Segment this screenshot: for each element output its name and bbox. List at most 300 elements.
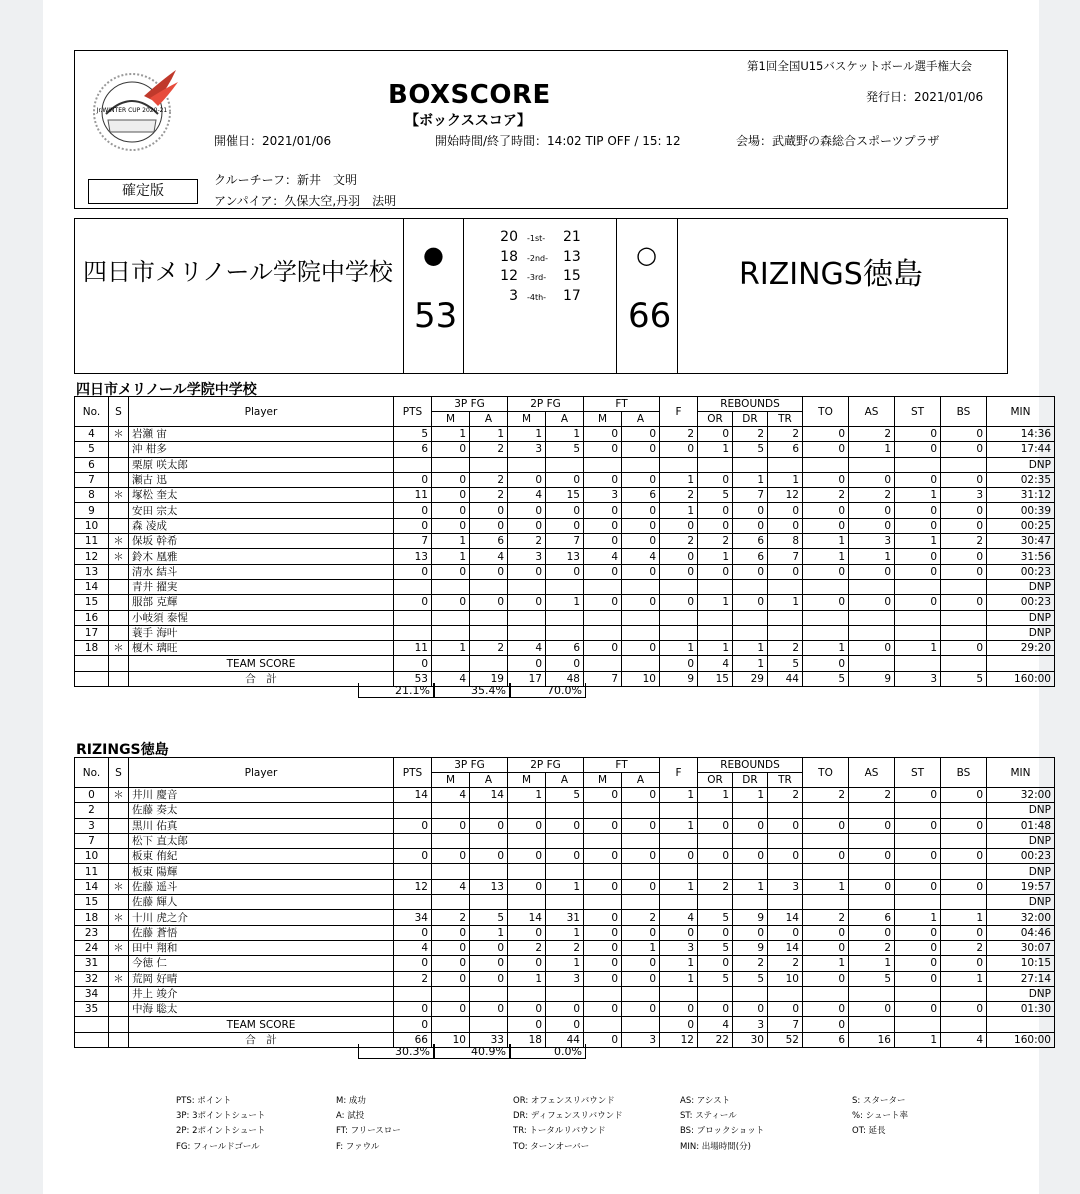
cell-starter — [109, 925, 129, 940]
cell-no — [75, 1032, 109, 1047]
cell-or: 5 — [698, 488, 733, 503]
tournament-name: 第1回全国U15バスケットボール選手権大会 — [747, 59, 973, 73]
cell-pts: 53 — [394, 671, 432, 686]
cell-ftm: 0 — [584, 442, 622, 457]
cell-st: 1 — [895, 488, 941, 503]
cell-fg3m: 0 — [432, 971, 470, 986]
cell-fta — [622, 803, 660, 818]
cell-starter — [109, 986, 129, 1001]
cell-starter — [109, 818, 129, 833]
cell-st — [895, 833, 941, 848]
cell-st: 0 — [895, 472, 941, 487]
cell-fg2a: 0 — [546, 503, 584, 518]
cell-starter — [109, 564, 129, 579]
col-dr: DR — [733, 773, 768, 788]
cell-as — [849, 457, 895, 472]
cell-fg3m — [432, 579, 470, 594]
cell-player: 板東 陽輝 — [129, 864, 394, 879]
cell-fouls — [660, 833, 698, 848]
cell-dr — [733, 579, 768, 594]
cell-or — [698, 803, 733, 818]
cell-fg2a: 15 — [546, 488, 584, 503]
cell-as: 0 — [849, 818, 895, 833]
cell-fg3a: 5 — [470, 910, 508, 925]
cell-fg3a — [470, 833, 508, 848]
cell-or: 0 — [698, 518, 733, 533]
player-row — [75, 956, 1055, 971]
cell-no: 24 — [75, 940, 109, 955]
cell-ftm: 0 — [584, 1032, 622, 1047]
col-bs: BS — [941, 758, 987, 788]
cell-bs: 0 — [941, 925, 987, 940]
cell-dr: 30 — [733, 1032, 768, 1047]
cell-st: 0 — [895, 971, 941, 986]
cell-to: 2 — [803, 488, 849, 503]
player-row — [75, 579, 1055, 594]
cell-bs: 5 — [941, 671, 987, 686]
cell-min: 02:35 — [987, 472, 1055, 487]
legend-item: 3P: 3ポイントシュート — [176, 1111, 266, 1122]
cell-no: 11 — [75, 534, 109, 549]
cell-dr: 0 — [733, 503, 768, 518]
cell-fouls: 0 — [660, 442, 698, 457]
cell-fg2a: 3 — [546, 971, 584, 986]
cell-player: 清水 結斗 — [129, 564, 394, 579]
cell-st: 0 — [895, 1002, 941, 1017]
cell-st: 0 — [895, 956, 941, 971]
cell-to: 2 — [803, 788, 849, 803]
cell-fouls: 1 — [660, 879, 698, 894]
cell-to: 0 — [803, 849, 849, 864]
q3-label: -3rd- — [527, 273, 547, 282]
cell-bs: 2 — [941, 534, 987, 549]
legend-item: 2P: 2ポイントシュート — [176, 1126, 266, 1137]
cell-or: 0 — [698, 849, 733, 864]
player-row — [75, 488, 1055, 503]
cell-fg3m — [432, 986, 470, 1001]
col-pts: PTS — [394, 758, 432, 788]
cell-tr — [768, 610, 803, 625]
cell-pts: 0 — [394, 503, 432, 518]
cell-tr: 0 — [768, 503, 803, 518]
player-row — [75, 610, 1055, 625]
col-2pfg: 2P FG — [508, 397, 584, 412]
tournament-logo — [84, 62, 184, 158]
cell-min: 32:00 — [987, 788, 1055, 803]
cell-ftm — [584, 457, 622, 472]
cell-st: 0 — [895, 549, 941, 564]
cell-as: 2 — [849, 788, 895, 803]
cell-min: 27:14 — [987, 971, 1055, 986]
cell-as — [849, 803, 895, 818]
cell-bs — [941, 625, 987, 640]
col-2p-a: A — [546, 412, 584, 427]
cell-pts: 0 — [394, 1017, 432, 1032]
cell-as — [849, 625, 895, 640]
legend-column — [176, 1094, 265, 1155]
cell-bs: 2 — [941, 940, 987, 955]
cell-st: 0 — [895, 849, 941, 864]
cell-st — [895, 610, 941, 625]
cell-fg3m — [432, 625, 470, 640]
cell-dr: 0 — [733, 595, 768, 610]
cell-bs — [941, 864, 987, 879]
cell-fg3m: 1 — [432, 549, 470, 564]
cell-fta: 0 — [622, 641, 660, 656]
cell-fg3m: 1 — [432, 427, 470, 442]
cell-fg2m: 0 — [508, 472, 546, 487]
cell-tr: 3 — [768, 879, 803, 894]
cell-bs — [941, 803, 987, 818]
cell-tr: 6 — [768, 442, 803, 457]
cell-st: 0 — [895, 940, 941, 955]
cell-fouls: 1 — [660, 971, 698, 986]
cell-pts: 12 — [394, 879, 432, 894]
cell-ftm: 0 — [584, 910, 622, 925]
cell-fg2a: 31 — [546, 910, 584, 925]
cell-fg3m: 4 — [432, 671, 470, 686]
cell-st: 1 — [895, 534, 941, 549]
cell-fta: 0 — [622, 849, 660, 864]
team1-section-title: 四日市メリノール学院中学校 — [76, 382, 257, 398]
cell-fta: 2 — [622, 910, 660, 925]
cell-tr: 7 — [768, 1017, 803, 1032]
cell-to: 6 — [803, 1032, 849, 1047]
cell-ftm — [584, 833, 622, 848]
legend-item: TO: ターンオーバー — [513, 1141, 590, 1152]
cell-fg2m: 4 — [508, 488, 546, 503]
cell-to: 1 — [803, 956, 849, 971]
player-row — [75, 833, 1055, 848]
cell-fta: 0 — [622, 427, 660, 442]
cell-no: 32 — [75, 971, 109, 986]
q4-label: -4th- — [527, 293, 547, 302]
player-row — [75, 895, 1055, 910]
cell-dr: 1 — [733, 879, 768, 894]
cell-bs: 0 — [941, 518, 987, 533]
cell-dr: 0 — [733, 518, 768, 533]
cell-tr: 10 — [768, 971, 803, 986]
col-ft-a: A — [622, 773, 660, 788]
cell-player: TEAM SCORE — [129, 1017, 394, 1032]
cell-dr: 1 — [733, 656, 768, 671]
cell-pts: 6 — [394, 442, 432, 457]
cell-fg2m: 2 — [508, 534, 546, 549]
cell-or: 4 — [698, 1017, 733, 1032]
col-st: ST — [895, 397, 941, 427]
col-tr: TR — [768, 412, 803, 427]
cell-tr: 52 — [768, 1032, 803, 1047]
cell-pts: 14 — [394, 788, 432, 803]
cell-tr: 0 — [768, 818, 803, 833]
cell-no: 17 — [75, 625, 109, 640]
cell-bs — [941, 833, 987, 848]
cell-as — [849, 833, 895, 848]
player-row — [75, 564, 1055, 579]
cell-min: 17:44 — [987, 442, 1055, 457]
cell-dr — [733, 986, 768, 1001]
q4-home: 3 — [509, 288, 518, 304]
cell-fg3a — [470, 864, 508, 879]
cell-fg3m: 0 — [432, 564, 470, 579]
cell-as — [849, 579, 895, 594]
cell-fouls: 1 — [660, 503, 698, 518]
cell-dr: 1 — [733, 472, 768, 487]
cell-bs: 0 — [941, 788, 987, 803]
cell-dr — [733, 895, 768, 910]
cell-no: 8 — [75, 488, 109, 503]
col-2p-m: M — [508, 412, 546, 427]
legend-item: BS: ブロックショット — [680, 1126, 765, 1137]
away-marker: ○ — [636, 241, 657, 269]
legend-item: M: 成功 — [336, 1096, 366, 1106]
cell-starter — [109, 625, 129, 640]
player-row — [75, 925, 1055, 940]
cell-fta — [622, 986, 660, 1001]
cell-fg2a: 1 — [546, 427, 584, 442]
cell-fg3a: 14 — [470, 788, 508, 803]
cell-pts: 0 — [394, 849, 432, 864]
cell-to: 2 — [803, 910, 849, 925]
cell-fta — [622, 579, 660, 594]
cell-to — [803, 457, 849, 472]
cell-fouls: 1 — [660, 956, 698, 971]
cell-st: 0 — [895, 518, 941, 533]
cell-to: 0 — [803, 518, 849, 533]
cell-fg3m: 4 — [432, 788, 470, 803]
cell-bs: 1 — [941, 910, 987, 925]
cell-fg3m — [432, 610, 470, 625]
cell-as — [849, 864, 895, 879]
cell-no: 13 — [75, 564, 109, 579]
cell-tr — [768, 803, 803, 818]
game-date: 開催日：2021/01/06 — [214, 134, 332, 148]
legend-item: A: 試投 — [336, 1111, 365, 1122]
cell-bs — [941, 656, 987, 671]
cell-bs: 0 — [941, 818, 987, 833]
legend-column — [336, 1094, 401, 1155]
col-min: MIN — [987, 397, 1055, 427]
cell-no: 6 — [75, 457, 109, 472]
cell-starter: ＊ — [109, 488, 129, 503]
cell-or: 0 — [698, 472, 733, 487]
cell-fg2a — [546, 895, 584, 910]
cell-pts — [394, 610, 432, 625]
cell-fg2a — [546, 803, 584, 818]
col-ft: FT — [584, 758, 660, 773]
legend-item: FG: フィールドゴール — [176, 1141, 260, 1152]
cell-fta: 0 — [622, 534, 660, 549]
cell-to: 0 — [803, 564, 849, 579]
cell-bs — [941, 610, 987, 625]
cell-min: 00:39 — [987, 503, 1055, 518]
cell-fg2a: 7 — [546, 534, 584, 549]
cell-pts: 2 — [394, 971, 432, 986]
cell-ftm: 0 — [584, 925, 622, 940]
cell-or — [698, 986, 733, 1001]
col-2pfg: 2P FG — [508, 758, 584, 773]
cell-ftm — [584, 610, 622, 625]
cell-ftm: 0 — [584, 564, 622, 579]
cell-no: 12 — [75, 549, 109, 564]
cell-fg2a: 0 — [546, 564, 584, 579]
cell-fouls: 12 — [660, 1032, 698, 1047]
player-row — [75, 427, 1055, 442]
cell-fouls: 1 — [660, 472, 698, 487]
cell-starter — [109, 656, 129, 671]
cell-dr: 9 — [733, 910, 768, 925]
cell-st — [895, 579, 941, 594]
cell-pts — [394, 625, 432, 640]
pct-2p: 40.9% — [434, 1044, 510, 1059]
legend-item: TR: トータルリバウンド — [513, 1126, 606, 1137]
cell-to: 1 — [803, 549, 849, 564]
cell-player: 今徳 仁 — [129, 956, 394, 971]
cell-player: 瀬古 迅 — [129, 472, 394, 487]
cell-pts: 4 — [394, 940, 432, 955]
col-ft-m: M — [584, 412, 622, 427]
col-3p-m: M — [432, 773, 470, 788]
cell-min — [987, 656, 1055, 671]
cell-fouls — [660, 579, 698, 594]
player-row — [75, 595, 1055, 610]
col-ft-m: M — [584, 773, 622, 788]
cell-fg3a — [470, 656, 508, 671]
cell-min: 30:47 — [987, 534, 1055, 549]
cell-ftm: 0 — [584, 849, 622, 864]
cell-no: 10 — [75, 849, 109, 864]
cell-fg3m: 0 — [432, 818, 470, 833]
cell-pts — [394, 986, 432, 1001]
cell-to: 1 — [803, 641, 849, 656]
cell-ftm — [584, 895, 622, 910]
cell-as: 1 — [849, 442, 895, 457]
cell-no: 18 — [75, 910, 109, 925]
cell-bs: 0 — [941, 564, 987, 579]
cell-player: 塚松 奎太 — [129, 488, 394, 503]
cell-fta: 0 — [622, 564, 660, 579]
cell-ftm — [584, 656, 622, 671]
cell-tr — [768, 864, 803, 879]
cell-fouls: 0 — [660, 595, 698, 610]
cell-to — [803, 833, 849, 848]
cell-no: 14 — [75, 879, 109, 894]
cell-player: 荒岡 好晴 — [129, 971, 394, 986]
cell-min: DNP — [987, 579, 1055, 594]
cell-fg3a: 2 — [470, 472, 508, 487]
q2-away: 13 — [563, 249, 581, 265]
cell-min: 14:36 — [987, 427, 1055, 442]
cell-player: 中海 聡太 — [129, 1002, 394, 1017]
cell-bs: 0 — [941, 641, 987, 656]
player-row — [75, 910, 1055, 925]
cell-to — [803, 895, 849, 910]
cell-min: 04:46 — [987, 925, 1055, 940]
cell-pts: 0 — [394, 925, 432, 940]
cell-starter — [109, 595, 129, 610]
player-row — [75, 1002, 1055, 1017]
venue: 会場：武蔵野の森総合スポーツプラザ — [736, 134, 940, 148]
cell-fg3a: 0 — [470, 956, 508, 971]
home-marker: ● — [423, 241, 444, 269]
pct-ft: 70.0% — [510, 683, 586, 698]
cell-st: 0 — [895, 442, 941, 457]
cell-st — [895, 656, 941, 671]
cell-as: 2 — [849, 940, 895, 955]
cell-dr — [733, 864, 768, 879]
cell-or — [698, 579, 733, 594]
col-as: AS — [849, 758, 895, 788]
cell-fg2m: 0 — [508, 503, 546, 518]
cell-tr — [768, 895, 803, 910]
cell-dr: 2 — [733, 956, 768, 971]
cell-min — [987, 1017, 1055, 1032]
q1-away: 21 — [563, 229, 581, 245]
cell-as: 2 — [849, 427, 895, 442]
cell-to: 0 — [803, 971, 849, 986]
cell-starter — [109, 956, 129, 971]
cell-dr: 3 — [733, 1017, 768, 1032]
cell-tr: 44 — [768, 671, 803, 686]
cell-or: 5 — [698, 940, 733, 955]
col-3p-a: A — [470, 773, 508, 788]
cell-ftm: 0 — [584, 472, 622, 487]
cell-pts: 0 — [394, 518, 432, 533]
cell-starter: ＊ — [109, 910, 129, 925]
cell-fg3a: 2 — [470, 641, 508, 656]
cell-fta — [622, 625, 660, 640]
cell-fouls: 0 — [660, 549, 698, 564]
cell-fg3m: 10 — [432, 1032, 470, 1047]
cell-tr: 2 — [768, 956, 803, 971]
cell-player: 青井 擢実 — [129, 579, 394, 594]
cell-player: 松下 直太郎 — [129, 833, 394, 848]
cell-pts — [394, 833, 432, 848]
cell-tr — [768, 457, 803, 472]
cell-ftm: 0 — [584, 641, 622, 656]
cell-pts — [394, 457, 432, 472]
cell-no — [75, 1017, 109, 1032]
cell-no: 3 — [75, 818, 109, 833]
cell-fouls: 1 — [660, 641, 698, 656]
q2-label: -2nd- — [527, 254, 549, 263]
cell-fg2a: 2 — [546, 940, 584, 955]
cell-fta: 3 — [622, 1032, 660, 1047]
cell-or: 0 — [698, 503, 733, 518]
col-pts: PTS — [394, 397, 432, 427]
cell-fg2m: 0 — [508, 925, 546, 940]
cell-player: 合 計 — [129, 671, 394, 686]
col-no: No. — [75, 758, 109, 788]
cell-fta — [622, 610, 660, 625]
cell-or: 5 — [698, 910, 733, 925]
cell-fg3a: 0 — [470, 518, 508, 533]
cell-or: 0 — [698, 956, 733, 971]
cell-ftm — [584, 579, 622, 594]
cell-st — [895, 1017, 941, 1032]
cell-dr: 6 — [733, 549, 768, 564]
col-ft-a: A — [622, 412, 660, 427]
player-row — [75, 549, 1055, 564]
cell-fta: 0 — [622, 595, 660, 610]
cell-or — [698, 895, 733, 910]
cell-no — [75, 656, 109, 671]
team-score-row — [75, 1017, 1055, 1032]
pct-ft: 0.0% — [510, 1044, 586, 1059]
cell-player: 板東 侑紀 — [129, 849, 394, 864]
cell-fg2m: 14 — [508, 910, 546, 925]
pct-3p: 21.1% — [358, 683, 434, 698]
